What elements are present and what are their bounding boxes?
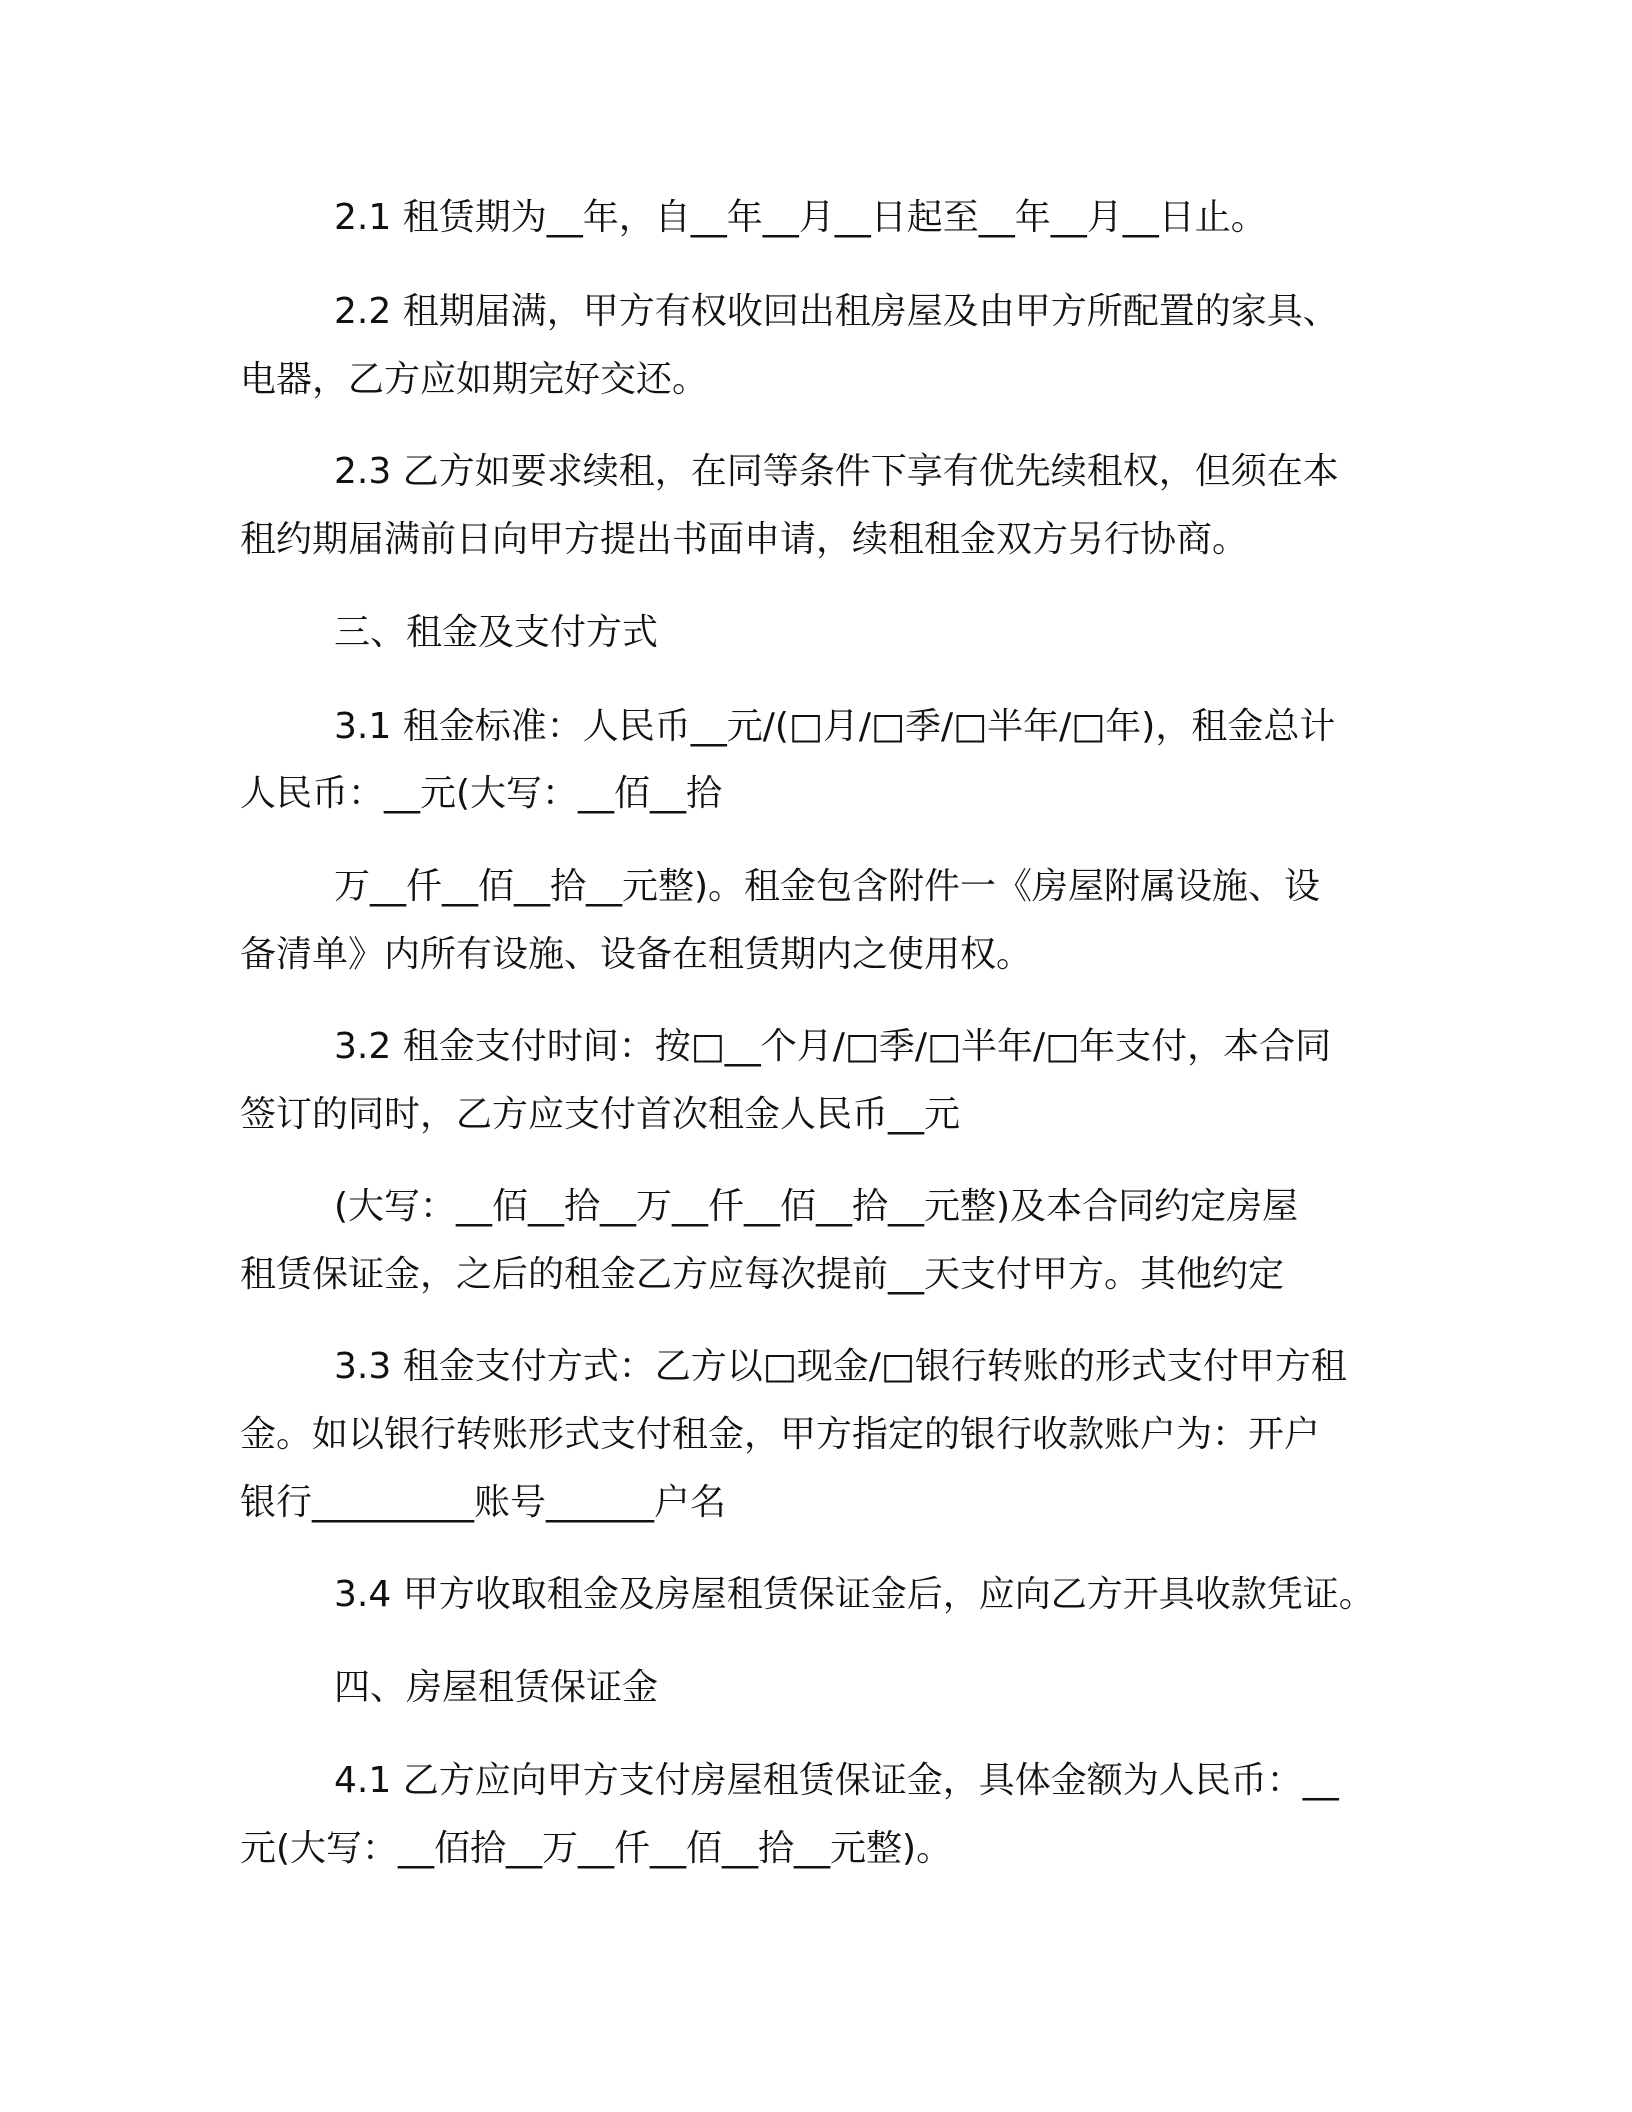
clause-4-1-line-2: 元(大写：__佰拾__万__仟__佰__拾__元整)。 — [240, 1828, 953, 1869]
clause-2-1-line: 2.1 租赁期为__年，自__年__月__日起至__年__月__日止。 — [334, 197, 1267, 238]
clause-2-2-line-1: 2.2 租期届满，甲方有权收回出租房屋及由甲方所配置的家具、 — [334, 291, 1339, 332]
clause-3-2-line-4: 租赁保证金，之后的租金乙方应每次提前__天支付甲方。其他约定 — [240, 1254, 1285, 1295]
clause-2-3-line-1: 2.3 乙方如要求续租，在同等条件下享有优先续租权，但须在本 — [334, 451, 1339, 492]
section-3-heading: 三、租金及支付方式 — [334, 612, 659, 653]
clause-3-3-line-2: 金。如以银行转账形式支付租金，甲方指定的银行收款账户为：开户 — [240, 1414, 1321, 1455]
clause-3-3-line-1: 3.3 租金支付方式：乙方以□现金/□银行转账的形式支付甲方租 — [334, 1346, 1347, 1387]
clause-3-3-line-3: 银行_________账号______户名 — [240, 1482, 727, 1523]
clause-3-4-line: 3.4 甲方收取租金及房屋租赁保证金后，应向乙方开具收款凭证。 — [334, 1574, 1375, 1615]
clause-2-3-line-2: 租约期届满前日向甲方提出书面申请，续租租金双方另行协商。 — [240, 519, 1249, 560]
clause-2-2-line-2: 电器，乙方应如期完好交还。 — [240, 359, 709, 400]
clause-3-2-line-2: 签订的同时，乙方应支付首次租金人民币__元 — [240, 1094, 961, 1135]
section-4-heading: 四、房屋租赁保证金 — [334, 1667, 659, 1708]
clause-3-2-line-3: (大写：__佰__拾__万__仟__佰__拾__元整)及本合同约定房屋 — [334, 1186, 1299, 1227]
clause-3-2-line-1: 3.2 租金支付时间：按□__个月/□季/□半年/□年支付，本合同 — [334, 1026, 1332, 1067]
clause-3-1-line-3: 万__仟__佰__拾__元整)。租金包含附件一《房屋附属设施、设 — [334, 866, 1321, 907]
clause-3-1-line-1: 3.1 租金标准：人民币__元/(□月/□季/□半年/□年)，租金总计 — [334, 706, 1336, 747]
clause-3-1-line-2: 人民币：__元(大写：__佰__拾 — [240, 773, 723, 814]
clause-4-1-line-1: 4.1 乙方应向甲方支付房屋租赁保证金，具体金额为人民币：__ — [334, 1760, 1339, 1801]
clause-3-1-line-4: 备清单》内所有设施、设备在租赁期内之使用权。 — [240, 934, 1033, 975]
